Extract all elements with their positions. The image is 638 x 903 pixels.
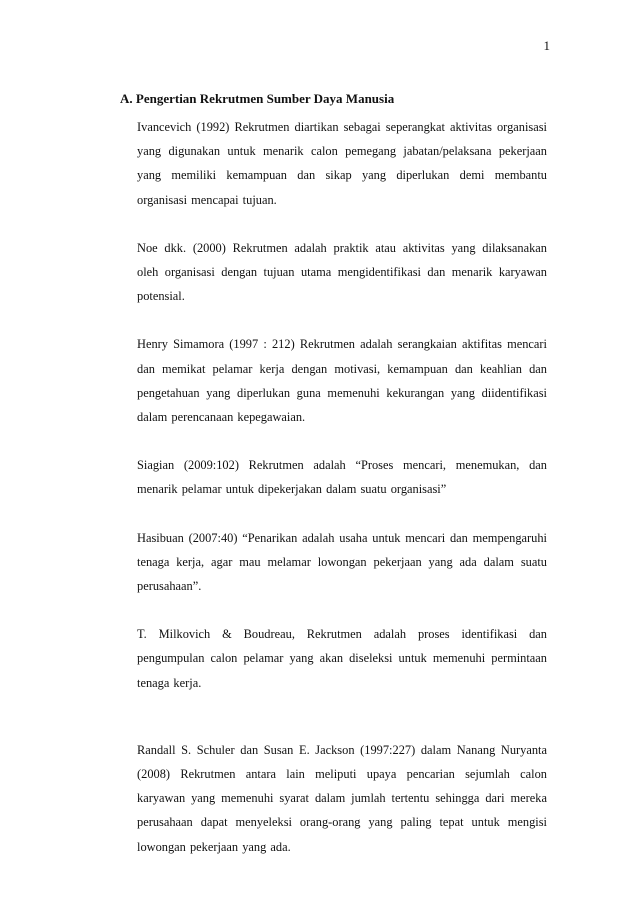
paragraph-ivancevich: Ivancevich (1992) Rekrutmen diartikan sebagai seperangkat aktivitas organisasi yang digunakan untuk menarik calon pemegang jabatan/pelaksana pekerjaan yang memiliki kemampuan dan sikap yang diperlukan demi membantu organisasi mencapai tujuan. (137, 120, 547, 207)
paragraph-schuler: Randall S. Schuler dan Susan E. Jackson (1997:227) dalam Nanang Nuryanta (2008) Rekrutmen antara lain meliputi upaya pencarian sejumlah calon karyawan yang memenuhi syarat dalam jumlah tertentu sehingga dari mereka perusahaan dapat menyeleksi orang-orang yang paling tepat untuk mengisi lowongan pekerjaan yang ada. (137, 742, 547, 854)
page-number: 1 (543, 38, 550, 53)
paragraph-milkovich: T. Milkovich & Boudreau, Rekrutmen adalah proses identifikasi dan pengumpulan calon pelamar yang akan diseleksi untuk memenuhi permintaan tenaga kerja. (137, 627, 547, 690)
paragraph-noe: Noe dkk. (2000) Rekrutmen adalah praktik atau aktivitas yang dilaksanakan oleh organisasi dengan tujuan utama mengidentifikasi dan menarik karyawan potensial. (137, 240, 547, 304)
paragraph-simamora: Henry Simamora (1997 : 212) Rekrutmen adalah serangkaian aktifitas mencari dan memikat pelamar kerja dengan motivasi, kemampuan dan keahlian dan pengetahuan yang diperlukan guna memenuhi kekurangan yang diidentifikasi dalam perencanaan kepegawaian. (137, 337, 547, 425)
paragraph-siagian: Siagian (2009:102) Rekrutmen adalah “Proses mencari, menemukan, dan menarik pelamar untuk dipekerjakan dalam suatu organisasi” (137, 458, 547, 497)
document-body (137, 115, 547, 859)
paragraph-hasibuan: Hasibuan (2007:40) “Penarikan adalah usaha untuk mencari dan mempengaruhi tenaga kerja, agar mau melamar lowongan pekerjaan yang ada dalam suatu perusahaan”. (137, 530, 547, 594)
section-heading: A. Pengertian Rekrutmen Sumber Daya Manusia (120, 91, 395, 106)
